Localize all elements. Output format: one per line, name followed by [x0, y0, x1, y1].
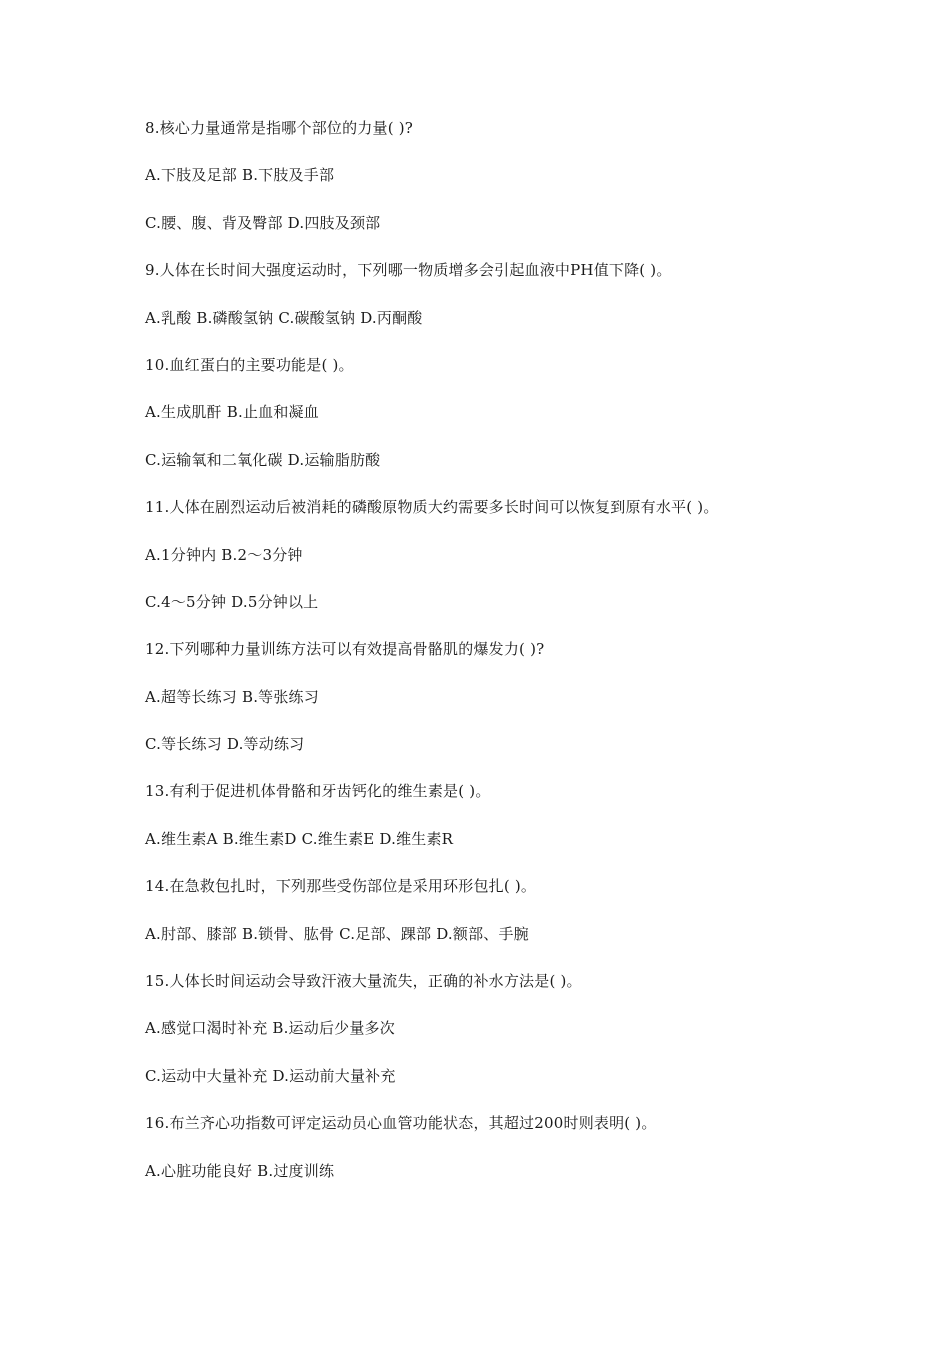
question-13-stem: 13.有利于促进机体骨骼和牙齿钙化的维生素是( )。	[145, 782, 491, 801]
question-15-stem: 15.人体长时间运动会导致汗液大量流失，正确的补水方法是( )。	[145, 972, 582, 991]
question-16-options-ab: A.心脏功能良好 B.过度训练	[145, 1161, 335, 1180]
question-8-stem: 8.核心力量通常是指哪个部位的力量( )?	[145, 119, 414, 137]
question-16-stem: 16.布兰齐心功指数可评定运动员心血管功能状态，其超过200时则表明( )。	[145, 1114, 657, 1133]
question-12-stem: 12.下列哪种力量训练方法可以有效提高骨骼肌的爆发力( )?	[145, 640, 545, 659]
question-15-options-cd: C.运动中大量补充 D.运动前大量补充	[145, 1066, 396, 1085]
question-14-options: A.肘部、膝部 B.锁骨、肱骨 C.足部、踝部 D.额部、手腕	[145, 924, 529, 943]
question-15-options-ab: A.感觉口渴时补充 B.运动后少量多次	[145, 1019, 395, 1038]
question-9-stem: 9.人体在长时间大强度运动时，下列哪一物质增多会引起血液中PH值下降( )。	[145, 261, 672, 280]
question-10-options-ab: A.生成肌酐 B.止血和凝血	[145, 403, 319, 422]
question-13-options: A.维生素A B.维生素D C.维生素E D.维生素R	[145, 829, 454, 848]
question-8-options-ab: A.下肢及足部 B.下肢及手部	[145, 166, 335, 185]
question-8-options-cd: C.腰、腹、背及臀部 D.四肢及颈部	[145, 213, 381, 232]
question-10-stem: 10.血红蛋白的主要功能是( )。	[145, 355, 354, 374]
question-12-options-ab: A.超等长练习 B.等张练习	[145, 687, 319, 706]
question-11-options-ab: A.1分钟内 B.2～3分钟	[145, 545, 303, 564]
question-11-options-cd: C.4～5分钟 D.5分钟以上	[145, 592, 319, 611]
question-11-stem: 11.人体在剧烈运动后被消耗的磷酸原物质大约需要多长时间可以恢复到原有水平( )。	[145, 498, 719, 517]
question-9-options: A.乳酸 B.磷酸氢钠 C.碳酸氢钠 D.丙酮酸	[145, 308, 423, 327]
question-12-options-cd: C.等长练习 D.等动练习	[145, 735, 305, 754]
question-14-stem: 14.在急救包扎时，下列那些受伤部位是采用环形包扎( )。	[145, 877, 537, 896]
question-list	[145, 115, 925, 1205]
question-10-options-cd: C.运输氧和二氧化碳 D.运输脂肪酸	[145, 450, 381, 469]
